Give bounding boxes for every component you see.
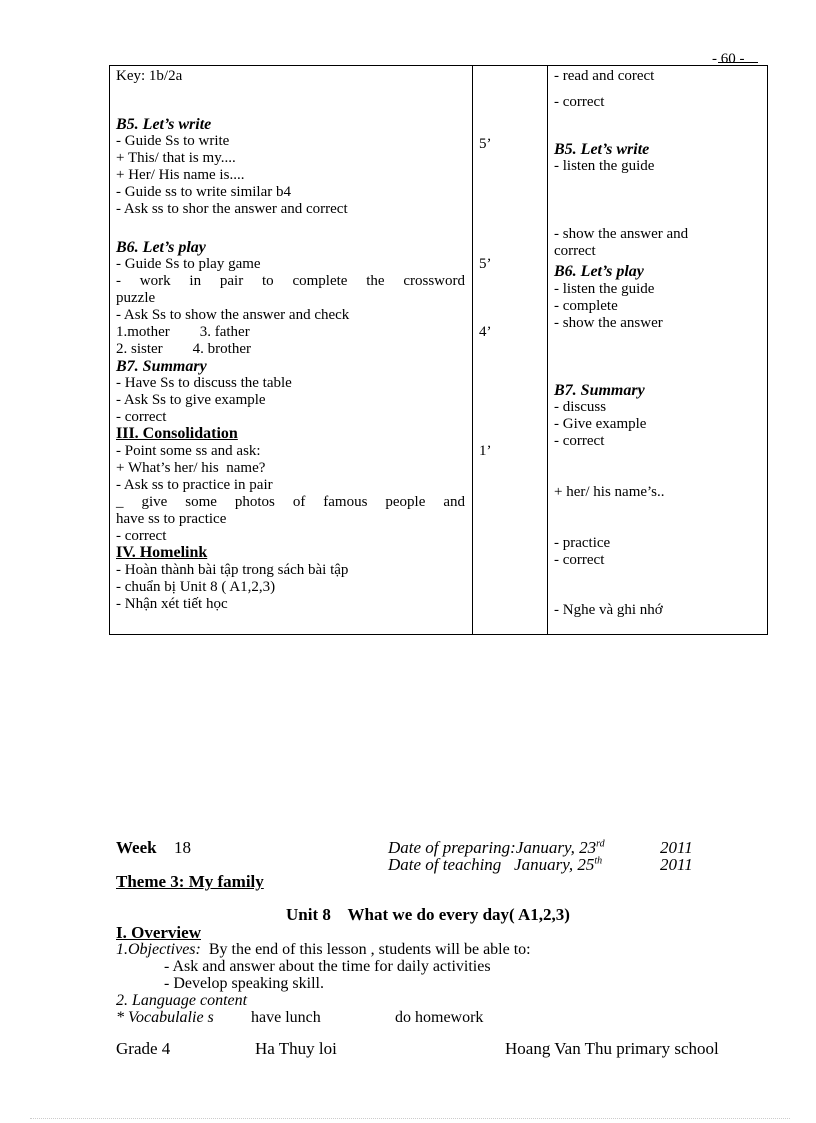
text-line: - Hoàn thành bài tập trong sách bài tập <box>116 562 349 578</box>
section-heading: B7. Summary <box>554 382 645 399</box>
text-line: - correct <box>116 409 167 425</box>
section-heading: IV. Homelink <box>116 544 208 561</box>
student-activities-column <box>548 66 768 635</box>
page-bottom-divider <box>30 1118 790 1119</box>
text-line: - Ask Ss to show the answer and check <box>116 307 350 323</box>
text-line: - Give example <box>554 416 647 432</box>
text-line: - Guide ss to write similar b4 <box>116 184 291 200</box>
text-line: - Ask ss to practice in pair <box>116 477 273 493</box>
vocabulary-item: do homework <box>395 1009 484 1026</box>
teaching-year: 2011 <box>660 855 693 874</box>
text-line: Key: 1b/2a <box>116 68 183 84</box>
preparing-year: 2011 <box>660 838 693 857</box>
time-value: 1’ <box>479 443 492 459</box>
text-line: - correct <box>554 552 605 568</box>
text-line: + This/ that is my.... <box>116 150 236 166</box>
time-value: 4’ <box>479 324 492 340</box>
time-value: 5’ <box>479 136 492 152</box>
overview-heading: I. Overview <box>116 923 201 942</box>
text-line: - Guide Ss to play game <box>116 256 261 272</box>
text-line: - Ask Ss to give example <box>116 392 266 408</box>
text-line: - show the answer and <box>554 226 689 242</box>
text-line: - chuẩn bị Unit 8 ( A1,2,3) <box>116 579 276 595</box>
section-heading: B6. Let’s play <box>116 239 206 256</box>
text-line: - correct <box>116 528 167 544</box>
text-line: correct <box>554 243 596 259</box>
text-line: - practice <box>554 535 611 551</box>
text-line: _ give some photos of famous people and <box>116 494 465 510</box>
objective-item: - Ask and answer about the time for daily activities <box>164 958 491 975</box>
objectives-line: 1.Objectives: By the end of this lesson , students will be able to: <box>116 941 531 958</box>
text-line: - Nghe và ghi nhớ <box>554 602 663 618</box>
theme-title: Theme 3: My family <box>116 872 264 891</box>
section-heading: B5. Let’s write <box>554 141 650 158</box>
text-line: - read and corect <box>554 68 655 84</box>
text-line: - listen the guide <box>554 158 655 174</box>
language-content-label: 2. Language content <box>116 992 248 1009</box>
text-line: - work in pair to complete the crossword <box>116 273 465 289</box>
time-column <box>473 66 548 635</box>
week-label: Week <box>116 838 157 857</box>
text-line: 1.mother 3. father <box>116 324 250 340</box>
footer-school: Hoang Van Thu primary school <box>505 1039 719 1058</box>
unit-title: Unit 8 What we do every day( A1,2,3) <box>286 905 570 924</box>
section-heading: B7. Summary <box>116 358 207 375</box>
section-heading: III. Consolidation <box>116 425 238 442</box>
page-number-underline <box>718 62 758 63</box>
text-line: puzzle <box>116 290 156 306</box>
text-line: - show the answer <box>554 315 663 331</box>
text-line: + What’s her/ his name? <box>116 460 266 476</box>
lesson-plan-table <box>109 65 768 635</box>
teacher-activities-column <box>110 66 473 635</box>
text-line: - Ask ss to shor the answer and correct <box>116 201 348 217</box>
objective-item: - Develop speaking skill. <box>164 975 324 992</box>
text-line: have ss to practice <box>116 511 227 527</box>
text-line: - correct <box>554 433 605 449</box>
date-of-preparing: Date of preparing:January, 23rd <box>388 838 605 857</box>
text-line: - correct <box>554 94 605 110</box>
page-number: - 60 - <box>712 51 745 67</box>
text-line: - Point some ss and ask: <box>116 443 261 459</box>
vocabulary-label: * Vocabulalie s <box>116 1009 214 1026</box>
time-value: 5’ <box>479 256 492 272</box>
week-number: 18 <box>174 838 191 857</box>
text-line: - Nhận xét tiết học <box>116 596 228 612</box>
footer-teacher: Ha Thuy loi <box>255 1039 337 1058</box>
section-heading: B6. Let’s play <box>554 263 644 280</box>
section-heading: B5. Let’s write <box>116 116 212 133</box>
text-line: - Guide Ss to write <box>116 133 230 149</box>
text-line: + her/ his name’s.. <box>554 484 665 500</box>
footer-grade: Grade 4 <box>116 1039 171 1058</box>
date-of-teaching: Date of teaching January, 25th <box>388 855 603 874</box>
vocabulary-item: have lunch <box>251 1009 321 1026</box>
text-line: + Her/ His name is.... <box>116 167 245 183</box>
text-line: 2. sister 4. brother <box>116 341 251 357</box>
text-line: - Have Ss to discuss the table <box>116 375 292 391</box>
text-line: - listen the guide <box>554 281 655 297</box>
text-line: - discuss <box>554 399 607 415</box>
text-line: - complete <box>554 298 618 314</box>
